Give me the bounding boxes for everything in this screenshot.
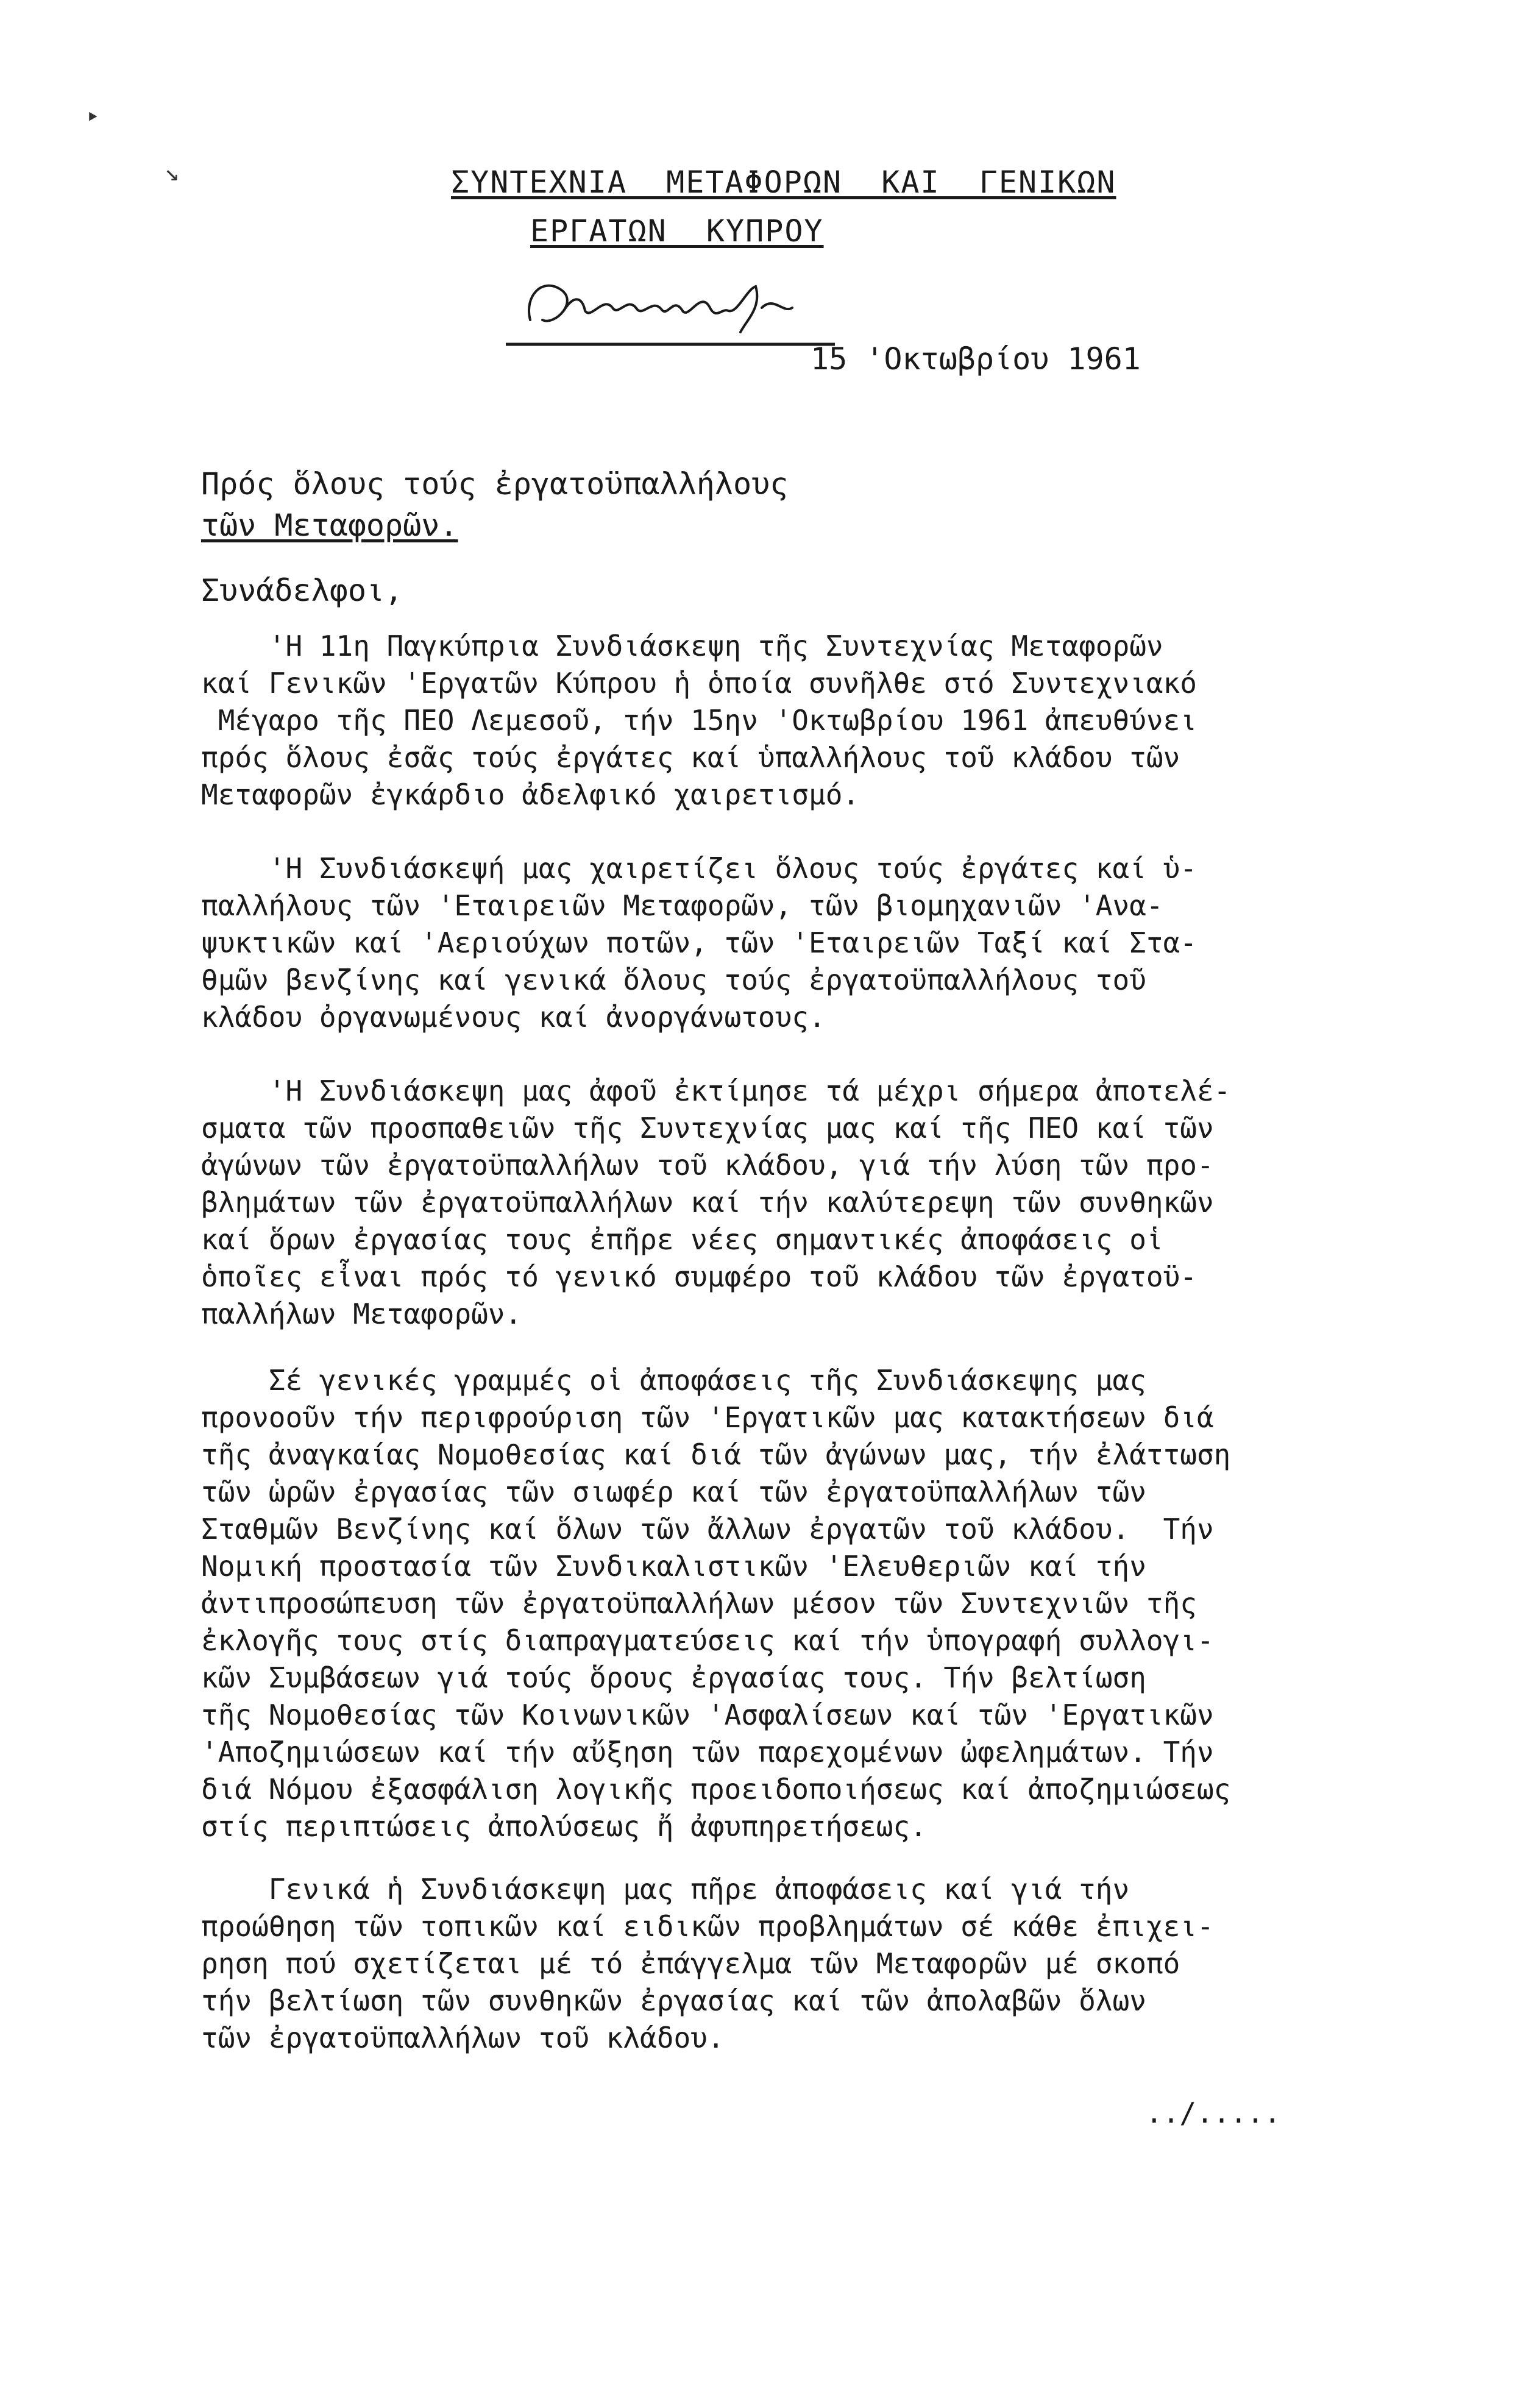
paragraph-5 — [201, 1871, 1335, 2057]
organization-name: ΣΥΝΤΕΧΝΙΑ ΜΕΤΑΦΟΡΩΝ ΚΑΙ ΓΕΝΙΚΩΝ — [451, 165, 1116, 200]
text-line: ἐκλογῆς τους στίς διαπραγματεύσεις καί τήν ὑπογραφή συλλογι- — [201, 1624, 1214, 1657]
text-line: Σέ γενικές γραμμές οἱ ἀποφάσεις τῆς Συνδιάσκεψης μας — [201, 1364, 1146, 1397]
text-line: τῆς ἀναγκαίας Νομοθεσίας καί διά τῶν ἀγώνων μας, τήν ἐλάττωση — [201, 1438, 1231, 1471]
handwritten-signature — [506, 253, 835, 350]
text-line: θμῶν βενζίνης καί γενικά ὅλους τούς ἐργατοϋπαλλήλους τοῦ — [201, 963, 1146, 996]
text-line: διά Νόμου ἐξασφάλιση λογικῆς προειδοποιήσεως καί ἀποζημιώσεως — [201, 1773, 1231, 1806]
text-line: ρηση πού σχετίζεται μέ τό ἐπάγγελμα τῶν Μεταφορῶν μέ σκοπό — [201, 1947, 1180, 1980]
letter-date: 15 'Οκτωβρίου 1961 — [811, 341, 1141, 377]
text-line: τῶν ὡρῶν ἐργασίας τῶν σιωφέρ καί τῶν ἐργατοϋπαλλήλων τῶν — [201, 1475, 1146, 1508]
paragraph-3 — [201, 1073, 1335, 1333]
paragraph-1 — [201, 628, 1335, 814]
text-line: προώθηση τῶν τοπικῶν καί ειδικῶν προβλημάτων σέ κάθε ἐπιχει- — [201, 1910, 1214, 1943]
margin-mark: ↘ — [165, 158, 180, 186]
continuation-mark: ../..... — [1146, 2096, 1281, 2129]
text-line: Μεταφορῶν ἐγκάρδιο ἀδελφικό χαιρετισμό. — [201, 778, 860, 811]
paragraph-4 — [201, 1362, 1335, 1845]
text-line: ἀγώνων τῶν ἐργατοϋπαλλήλων τοῦ κλάδου, γιά τήν λύση τῶν προ- — [201, 1149, 1214, 1182]
text-line: τῆς Νομοθεσίας τῶν Κοινωνικῶν 'Ασφαλίσεων καί τῶν 'Εργατικῶν — [201, 1698, 1214, 1731]
text-line: προνοοῦν τήν περιφρούριση τῶν 'Εργατικῶν μας κατακτήσεων διά — [201, 1401, 1214, 1434]
addressee — [201, 463, 788, 546]
margin-mark: ‣ — [85, 104, 101, 132]
text-line: ψυκτικῶν καί 'Αεριούχων ποτῶν, τῶν 'Εταιρειῶν Ταξί καί Στα- — [201, 926, 1197, 959]
text-line: βλημάτων τῶν ἐργατοϋπαλλήλων καί τήν καλύτερεψη τῶν συνθηκῶν — [201, 1186, 1214, 1219]
paragraph-2 — [201, 850, 1335, 1036]
text-line: στίς περιπτώσεις ἀπολύσεως ἤ ἀφυπηρετήσεως. — [201, 1810, 927, 1843]
text-line: 'Αποζημιώσεων καί τήν αὔξηση τῶν παρεχομένων ὠφελημάτων. Τήν — [201, 1736, 1214, 1769]
text-line: κῶν Συμβάσεων γιά τούς ὅρους ἐργασίας τους. Τήν βελτίωση — [201, 1661, 1146, 1694]
text-line: ἀντιπροσώπευση τῶν ἐργατοϋπαλλήλων μέσον τῶν Συντεχνιῶν τῆς — [201, 1587, 1197, 1620]
text-line: 'Η Συνδιάσκεψή μας χαιρετίζει ὅλους τούς ἐργάτες καί ὑ- — [201, 852, 1197, 885]
salutation: Συνάδελφοι, — [201, 573, 403, 608]
text-line: Σταθμῶν Βενζίνης καί ὅλων τῶν ἄλλων ἐργατῶν τοῦ κλάδου. Τήν — [201, 1513, 1214, 1545]
text-line: ὁποῖες εἶναι πρός τό γενικό συμφέρο τοῦ κλάδου τῶν ἐργατοϋ- — [201, 1260, 1197, 1293]
text-line: σματα τῶν προσπαθειῶν τῆς Συντεχνίας μας καί τῆς ΠΕΟ καί τῶν — [201, 1112, 1214, 1144]
addressee-line1: Πρός ὅλους τούς ἐργατοϋπαλλήλους — [201, 466, 789, 502]
text-line: κλάδου ὀργανωμένους καί ἀνοργάνωτους. — [201, 1001, 826, 1034]
text-line: Μέγαρο τῆς ΠΕΟ Λεμεσοῦ, τήν 15ην 'Οκτωβρίου 1961 ἀπευθύνει — [201, 704, 1197, 737]
text-line: πρός ὅλους ἐσᾶς τούς ἐργάτες καί ὑπαλλήλους τοῦ κλάδου τῶν — [201, 741, 1180, 774]
text-line: 'Η Συνδιάσκεψη μας ἀφοῦ ἐκτίμησε τά μέχρι σήμερα ἀποτελέ- — [201, 1074, 1231, 1107]
text-line: καί ὅρων ἐργασίας τους ἐπῆρε νέες σημαντικές ἀποφάσεις οἱ — [201, 1223, 1163, 1256]
text-line: τῶν ἐργατοϋπαλλήλων τοῦ κλάδου. — [201, 2021, 725, 2054]
addressee-line2: τῶν Μεταφορῶν. — [201, 508, 458, 543]
text-line: τήν βελτίωση τῶν συνθηκῶν ἐργασίας καί τῶν ἀπολαβῶν ὅλων — [201, 1984, 1146, 2017]
organization-name-line2: ΕΡΓΑΤΩΝ ΚΥΠΡΟΥ — [530, 213, 824, 249]
letterhead — [451, 165, 1182, 249]
text-line: παλλήλων Μεταφορῶν. — [201, 1297, 522, 1330]
text-line: Γενικά ἡ Συνδιάσκεψη μας πῆρε ἀποφάσεις καί γιά τήν — [201, 1873, 1130, 1906]
text-line: Νομική προστασία τῶν Συνδικαλιστικῶν 'Ελευθεριῶν καί τήν — [201, 1550, 1146, 1583]
text-line: καί Γενικῶν 'Εργατῶν Κύπρου ἡ ὁποία συνῆλθε στό Συντεχνιακό — [201, 667, 1197, 700]
text-line: παλλήλους τῶν 'Εταιρειῶν Μεταφορῶν, τῶν βιομηχανιῶν 'Ανα- — [201, 889, 1163, 922]
text-line: 'Η 11η Παγκύπρια Συνδιάσκεψη τῆς Συντεχνίας Μεταφορῶν — [201, 630, 1163, 662]
